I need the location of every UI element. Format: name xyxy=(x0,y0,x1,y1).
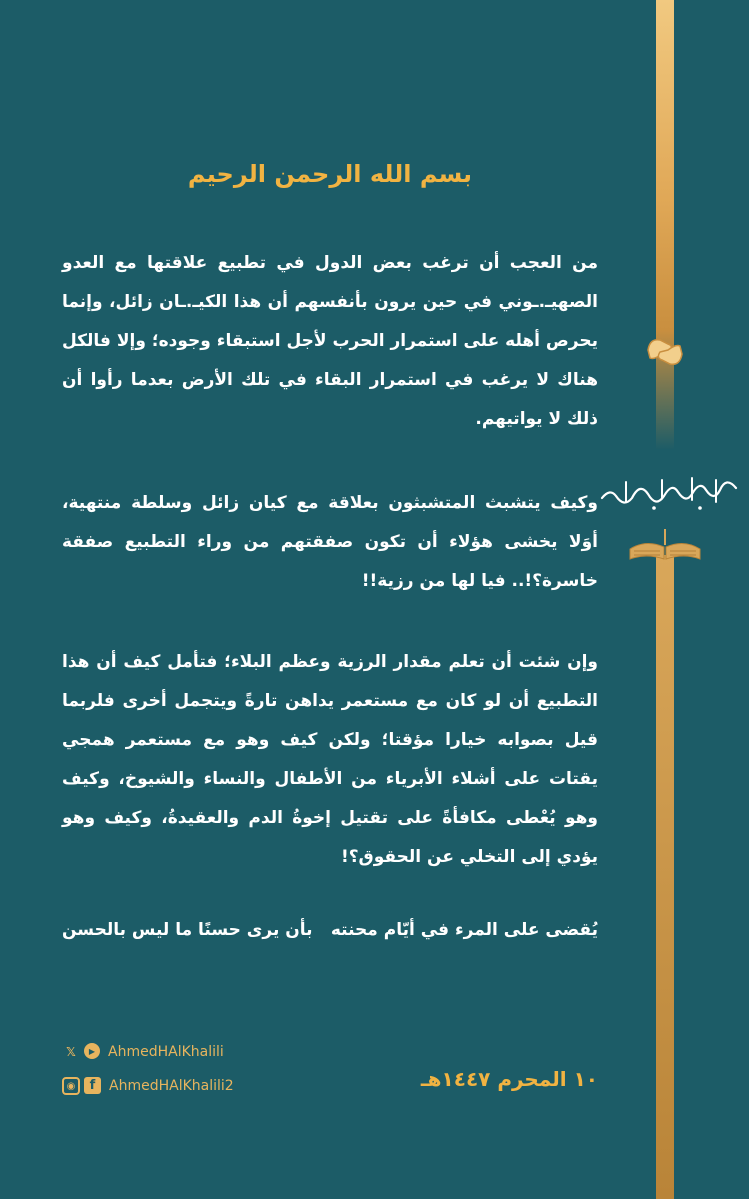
verse-first-half: يُقضى على المرء في أيّام محنته xyxy=(330,920,598,940)
paragraph-1: من العجب أن ترغب بعض الدول في تطبيع علاقتها مع العدو الصهيـ.ـوني في حين يرون بأنفسهم أن هذا الكيـ.ـان زائل، وإنما يحرص أهله على استمرار الحرب لأجل استبقاء وجوده؛ وإلا فالكل هناك لا يرغب في استمرار البقاء في تلك الأرض بعدما رأوا أن ذلك لا يواتيهم. xyxy=(61,253,598,429)
instagram-icon[interactable]: ◉ xyxy=(62,1077,80,1095)
paragraph-3: وإن شئت أن تعلم مقدار الرزية وعظم البلاء؛ فتأمل كيف أن هذا التطبيع أن لو كان مع مستعمر يداهن تارةً ويتجمل أخرى فلربما قيل بصوابه خيارا مؤقتا؛ ولكن كيف وهو مع مستعمر همجي يقتات على أشلاء الأبرياء من الأطفال والنساء والشيوخ، وكيف وهو يُعْطى مكافأةً على تقتيل إخوةُ الدم والعقيدةُ، وكيف وهو يؤدي إلى التخلي عن الحقوق؟! xyxy=(62,652,598,867)
gold-ribbon-top xyxy=(656,0,674,330)
gold-ribbon-bottom xyxy=(656,555,674,1199)
hijri-date: ١٠ المحرم ١٤٤٧هـ xyxy=(420,1067,598,1091)
hands-icon xyxy=(640,320,690,380)
x-icon[interactable]: 𝕏 xyxy=(66,1045,76,1059)
open-book-icon xyxy=(626,525,704,565)
social-handle-2[interactable]: AhmedHAlKhalili2 xyxy=(109,1078,234,1094)
social-row-1[interactable] xyxy=(62,1040,234,1064)
paragraph-2: وكيف يتشبث المتشبثون بعلاقة مع كيان زائل وسلطة منتهية، أوَلا يخشى هؤلاء أن تكون صفقتهم من وراء التطبيع صفقة خاسرة؟!.. فيا لها من رزية!! xyxy=(62,493,598,591)
social-handle-1[interactable]: AhmedHAlKhalili xyxy=(108,1044,224,1060)
verse-second-half: بأن يرى حسنًا ما ليس بالحسن xyxy=(62,920,313,940)
poetry-verse xyxy=(62,920,598,940)
social-links xyxy=(62,1040,234,1108)
social-row-2[interactable] xyxy=(62,1074,234,1098)
page-title: بسم الله الرحمن الرحيم xyxy=(187,160,473,188)
facebook-icon[interactable]: f xyxy=(84,1077,101,1094)
signature-image xyxy=(596,468,744,516)
youtube-icon[interactable]: ▶ xyxy=(84,1043,100,1059)
